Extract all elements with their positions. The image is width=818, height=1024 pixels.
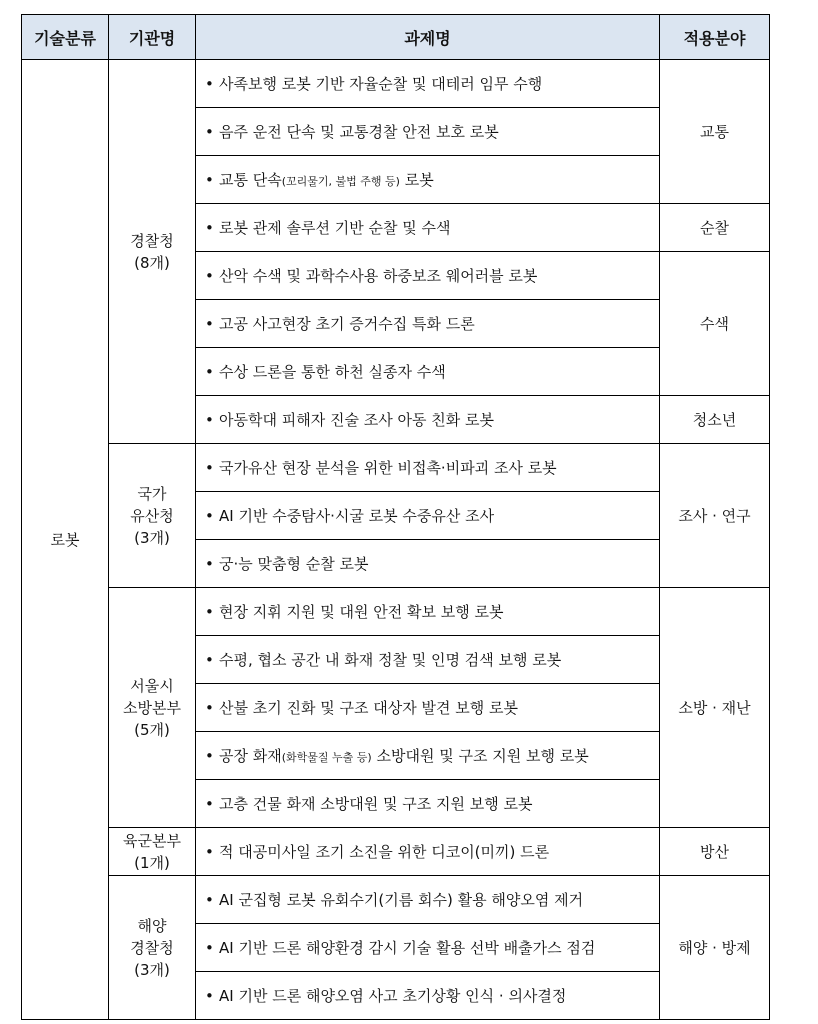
bullet: • — [205, 507, 214, 525]
task-cell — [196, 156, 660, 204]
bullet: • — [205, 699, 214, 717]
field-cell: 해양 · 방제 — [660, 876, 770, 1020]
task-text: 음주 운전 단속 및 교통경찰 안전 보호 로봇 — [219, 123, 499, 141]
task-text: 교통 단속 — [219, 171, 282, 189]
project-table — [21, 14, 770, 1020]
task-cell — [196, 636, 660, 684]
task-text: 고층 건물 화재 소방대원 및 구조 지원 보행 로봇 — [219, 795, 533, 813]
task-cell — [196, 300, 660, 348]
bullet: • — [205, 987, 214, 1005]
bullet: • — [205, 363, 214, 381]
task-cell — [196, 732, 660, 780]
field-cell: 청소년 — [660, 396, 770, 444]
task-text: 로봇 관제 솔루션 기반 순찰 및 수색 — [219, 219, 451, 237]
bullet: • — [205, 603, 214, 621]
task-cell — [196, 588, 660, 636]
bullet: • — [205, 123, 214, 141]
task-text: 산악 수색 및 과학수사용 하중보조 웨어러블 로봇 — [219, 267, 538, 285]
table-row — [22, 60, 770, 108]
task-text: AI 군집형 로봇 유회수기(기름 회수) 활용 해양오염 제거 — [219, 891, 584, 909]
task-text: 사족보행 로봇 기반 자율순찰 및 대테러 임무 수행 — [219, 75, 543, 93]
task-text: 아동학대 피해자 진술 조사 아동 친화 로봇 — [219, 411, 494, 429]
header-agency: 기관명 — [109, 15, 196, 60]
task-cell — [196, 396, 660, 444]
bullet: • — [205, 939, 214, 957]
task-text: 수상 드론을 통한 하천 실종자 수색 — [219, 363, 446, 381]
agency-cell: 육군본부 (1개) — [109, 828, 196, 876]
agency-cell: 경찰청 (8개) — [109, 60, 196, 444]
task-text: 적 대공미사일 조기 소진을 위한 디코이(미끼) 드론 — [219, 843, 550, 861]
field-cell: 순찰 — [660, 204, 770, 252]
bullet: • — [205, 315, 214, 333]
header-category: 기술분류 — [22, 15, 109, 60]
task-cell — [196, 60, 660, 108]
bullet: • — [205, 75, 214, 93]
task-text: 궁·능 맞춤형 순찰 로봇 — [219, 555, 369, 573]
bullet: • — [205, 267, 214, 285]
task-text: 현장 지휘 지원 및 대원 안전 확보 보행 로봇 — [219, 603, 504, 621]
task-text-end: 소방대원 및 구조 지원 보행 로봇 — [371, 747, 589, 765]
task-cell — [196, 924, 660, 972]
task-cell — [196, 828, 660, 876]
bullet: • — [205, 843, 214, 861]
field-cell: 소방 · 재난 — [660, 588, 770, 828]
task-cell — [196, 876, 660, 924]
task-cell — [196, 444, 660, 492]
agency-cell: 국가 유산청 (3개) — [109, 444, 196, 588]
task-cell — [196, 348, 660, 396]
task-text: 공장 화재 — [219, 747, 282, 765]
bullet: • — [205, 891, 214, 909]
task-note: (화학물질 누출 등) — [281, 751, 372, 764]
task-text-end: 로봇 — [399, 171, 434, 189]
bullet: • — [205, 459, 214, 477]
bullet: • — [205, 555, 214, 573]
table-row — [22, 876, 770, 924]
task-text: 고공 사고현장 초기 증거수집 특화 드론 — [219, 315, 475, 333]
table-row — [22, 828, 770, 876]
task-text: AI 기반 수중탐사·시굴 로봇 수중유산 조사 — [219, 507, 495, 525]
bullet: • — [205, 411, 214, 429]
category-cell: 로봇 — [22, 60, 109, 1020]
task-cell — [196, 252, 660, 300]
task-cell — [196, 684, 660, 732]
task-cell — [196, 540, 660, 588]
agency-cell: 해양 경찰청 (3개) — [109, 876, 196, 1020]
field-cell: 수색 — [660, 252, 770, 396]
bullet: • — [205, 171, 214, 189]
bullet: • — [205, 747, 214, 765]
task-note: (꼬리물기, 불법 주행 등) — [281, 175, 400, 188]
bullet: • — [205, 651, 214, 669]
header-task: 과제명 — [196, 15, 660, 60]
task-cell — [196, 492, 660, 540]
agency-cell: 서울시 소방본부 (5개) — [109, 588, 196, 828]
header-row — [22, 15, 770, 60]
table-row — [22, 588, 770, 636]
bullet: • — [205, 795, 214, 813]
field-cell: 교통 — [660, 60, 770, 204]
task-text: 산불 초기 진화 및 구조 대상자 발견 보행 로봇 — [219, 699, 518, 717]
field-cell: 조사 · 연구 — [660, 444, 770, 588]
field-cell: 방산 — [660, 828, 770, 876]
task-text: 국가유산 현장 분석을 위한 비접촉·비파괴 조사 로봇 — [219, 459, 557, 477]
task-cell — [196, 780, 660, 828]
task-cell — [196, 204, 660, 252]
task-cell — [196, 972, 660, 1020]
task-text: 수평, 협소 공간 내 화재 정찰 및 인명 검색 보행 로봇 — [219, 651, 562, 669]
table-row — [22, 444, 770, 492]
task-text: AI 기반 드론 해양오염 사고 초기상황 인식 · 의사결정 — [219, 987, 567, 1005]
header-field: 적용분야 — [660, 15, 770, 60]
task-cell — [196, 108, 660, 156]
bullet: • — [205, 219, 214, 237]
task-text: AI 기반 드론 해양환경 감시 기술 활용 선박 배출가스 점검 — [219, 939, 596, 957]
